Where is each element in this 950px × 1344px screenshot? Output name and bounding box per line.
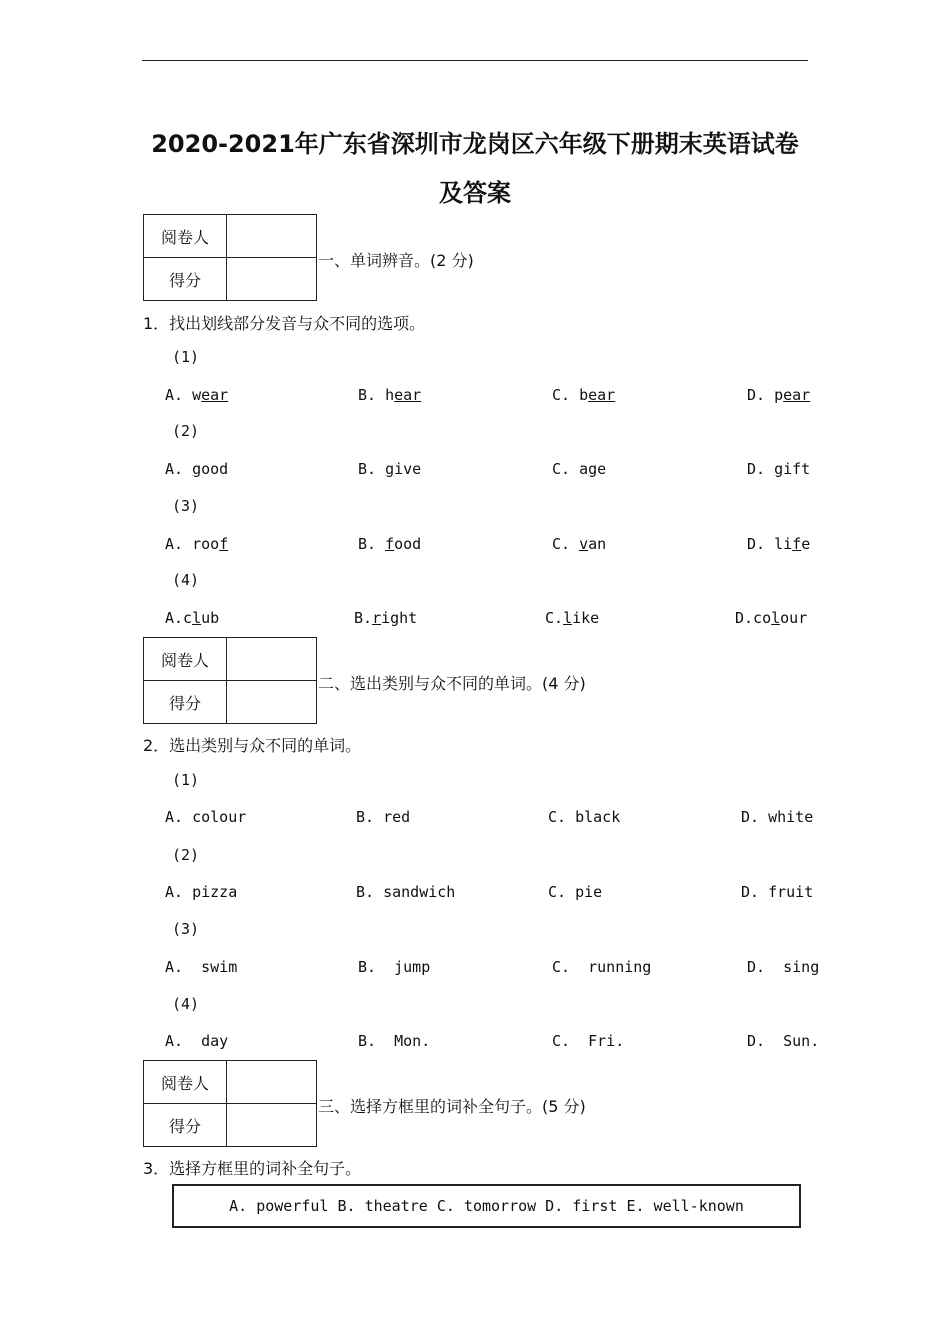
answer-option: B. sandwich xyxy=(356,883,456,901)
reviewer-cell xyxy=(227,1061,317,1104)
answer-option: D. sing xyxy=(747,958,820,976)
section-heading: 一、单词辨音。(2 分) xyxy=(318,251,474,270)
section-heading: 二、选出类别与众不同的单词。(4 分) xyxy=(318,674,586,693)
answer-option: D. life xyxy=(747,535,811,553)
underlined-letters: g xyxy=(588,460,598,478)
sub-question-number: (4) xyxy=(172,571,200,589)
answer-option: B. give xyxy=(358,460,422,478)
sub-question-number: (1) xyxy=(172,348,200,366)
answer-option: C. age xyxy=(552,460,607,478)
underlined-letters: ear xyxy=(394,386,422,404)
answer-option: D. pear xyxy=(747,386,811,404)
underlined-letters: g xyxy=(192,460,202,478)
score-table xyxy=(143,214,317,301)
underlined-letters: f xyxy=(385,535,395,553)
sub-question-number: (3) xyxy=(172,497,200,515)
question-text: 1．找出划线部分发音与众不同的选项。 xyxy=(143,314,426,333)
answer-option: C. pie xyxy=(548,883,603,901)
header-rule xyxy=(142,60,808,61)
score-cell xyxy=(227,681,317,724)
underlined-letters: ear xyxy=(201,386,229,404)
question-text: 2．选出类别与众不同的单词。 xyxy=(143,736,362,755)
answer-option: A. wear xyxy=(165,386,229,404)
underlined-letters: ear xyxy=(783,386,811,404)
section-heading: 三、选择方框里的词补全句子。(5 分) xyxy=(318,1097,586,1116)
answer-option: D. white xyxy=(741,808,814,826)
underlined-letters: l xyxy=(771,609,781,627)
answer-option: C. van xyxy=(552,535,607,553)
answer-option: C. black xyxy=(548,808,621,826)
underlined-letters: g xyxy=(774,460,784,478)
answer-option: A. good xyxy=(165,460,229,478)
score-table xyxy=(143,1060,317,1147)
answer-option: C. bear xyxy=(552,386,616,404)
underlined-letters: l xyxy=(192,609,202,627)
underlined-letters: v xyxy=(579,535,589,553)
sub-question-number: (2) xyxy=(172,422,200,440)
sub-question-number: (3) xyxy=(172,920,200,938)
score-cell xyxy=(227,1104,317,1147)
answer-option: B.right xyxy=(354,609,418,627)
sub-question-number: (1) xyxy=(172,771,200,789)
answer-option: A. day xyxy=(165,1032,229,1050)
underlined-letters: f xyxy=(792,535,802,553)
answer-option: B. food xyxy=(358,535,422,553)
page-title: 2020-2021年广东省深圳市龙岗区六年级下册期末英语试卷 xyxy=(151,130,799,158)
underlined-letters: ear xyxy=(588,386,616,404)
reviewer-cell xyxy=(227,215,317,258)
reviewer-label: 阅卷人 xyxy=(144,1061,227,1104)
score-label: 得分 xyxy=(144,681,227,724)
answer-option: A.club xyxy=(165,609,220,627)
sub-question-number: (4) xyxy=(172,995,200,1013)
answer-option: B. Mon. xyxy=(358,1032,431,1050)
score-label: 得分 xyxy=(144,258,227,301)
answer-option: C. Fri. xyxy=(552,1032,625,1050)
answer-option: C.like xyxy=(545,609,600,627)
reviewer-label: 阅卷人 xyxy=(144,638,227,681)
underlined-letters: l xyxy=(563,609,573,627)
answer-option: D. gift xyxy=(747,460,811,478)
score-cell xyxy=(227,258,317,301)
question-text: 3．选择方框里的词补全句子。 xyxy=(143,1159,362,1178)
reviewer-cell xyxy=(227,638,317,681)
underlined-letters: f xyxy=(219,535,229,553)
answer-option: A. roof xyxy=(165,535,229,553)
sub-question-number: (2) xyxy=(172,846,200,864)
reviewer-label: 阅卷人 xyxy=(144,215,227,258)
answer-option: D. Sun. xyxy=(747,1032,820,1050)
answer-option: A. colour xyxy=(165,808,247,826)
answer-option: B. red xyxy=(356,808,411,826)
answer-option: C. running xyxy=(552,958,652,976)
answer-option: A. swim xyxy=(165,958,238,976)
answer-option: B. hear xyxy=(358,386,422,404)
word-bank-box: A. powerful B. theatre C. tomorrow D. first E. well-known xyxy=(172,1184,801,1228)
answer-option: D. fruit xyxy=(741,883,814,901)
score-label: 得分 xyxy=(144,1104,227,1147)
answer-option: B. jump xyxy=(358,958,431,976)
answer-option: D.colour xyxy=(735,609,808,627)
underlined-letters: g xyxy=(385,460,395,478)
score-table xyxy=(143,637,317,724)
page-title-line2: 及答案 xyxy=(439,179,511,207)
underlined-letters: r xyxy=(372,609,382,627)
answer-option: A. pizza xyxy=(165,883,238,901)
